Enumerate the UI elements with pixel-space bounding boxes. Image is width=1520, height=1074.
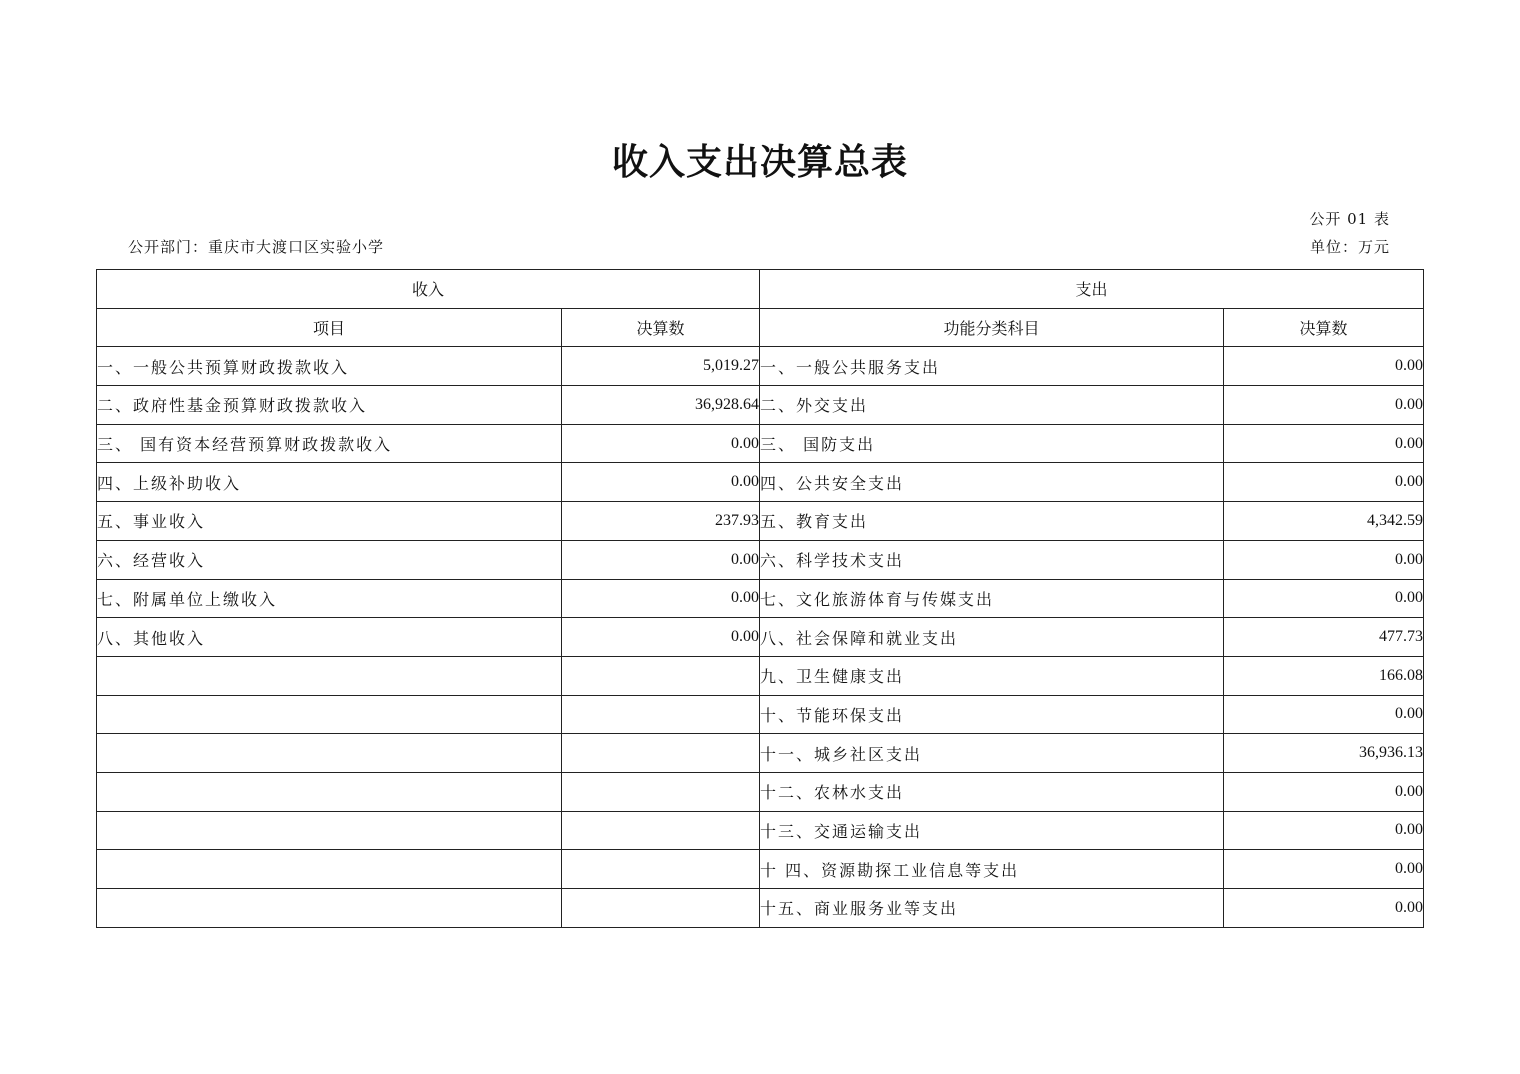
income-amount-cell xyxy=(562,889,760,928)
col-amount2-header: 决算数 xyxy=(1224,308,1424,347)
expense-item-cell: 十五、商业服务业等支出 xyxy=(760,889,1224,928)
expense-item-cell: 三、 国防支出 xyxy=(760,424,1224,463)
expense-item-cell: 十一、城乡社区支出 xyxy=(760,734,1224,773)
income-item-cell xyxy=(97,734,562,773)
income-item-cell: 五、事业收入 xyxy=(97,502,562,541)
income-item-cell: 二、政府性基金预算财政拨款收入 xyxy=(97,386,562,425)
expense-amount-cell: 4,342.59 xyxy=(1224,502,1424,541)
table-row xyxy=(97,695,1424,734)
expense-item-cell: 四、公共安全支出 xyxy=(760,463,1224,502)
expense-header: 支出 xyxy=(760,270,1424,309)
income-item-cell: 一、一般公共预算财政拨款收入 xyxy=(97,347,562,386)
income-item-cell: 四、上级补助收入 xyxy=(97,463,562,502)
expense-item-cell: 五、教育支出 xyxy=(760,502,1224,541)
expense-item-cell: 二、外交支出 xyxy=(760,386,1224,425)
income-amount-cell xyxy=(562,656,760,695)
expense-amount-cell: 0.00 xyxy=(1224,347,1424,386)
income-item-cell xyxy=(97,889,562,928)
expense-item-cell: 六、科学技术支出 xyxy=(760,540,1224,579)
expense-amount-cell: 0.00 xyxy=(1224,772,1424,811)
expense-item-cell: 七、文化旅游体育与传媒支出 xyxy=(760,579,1224,618)
table-row xyxy=(97,734,1424,773)
table-row xyxy=(97,889,1424,928)
table-body xyxy=(97,347,1424,927)
expense-amount-cell: 477.73 xyxy=(1224,618,1424,657)
expense-item-cell: 十二、农林水支出 xyxy=(760,772,1224,811)
column-header-row xyxy=(97,308,1424,347)
income-amount-cell: 0.00 xyxy=(562,579,760,618)
table-row xyxy=(97,424,1424,463)
income-amount-cell: 5,019.27 xyxy=(562,347,760,386)
income-amount-cell xyxy=(562,772,760,811)
expense-amount-cell: 0.00 xyxy=(1224,424,1424,463)
income-item-cell: 八、其他收入 xyxy=(97,618,562,657)
income-item-cell: 六、经营收入 xyxy=(97,540,562,579)
col-func-header: 功能分类科目 xyxy=(760,308,1224,347)
income-expense-table xyxy=(96,269,1424,928)
expense-item-cell: 八、社会保障和就业支出 xyxy=(760,618,1224,657)
income-amount-cell xyxy=(562,811,760,850)
income-amount-cell xyxy=(562,850,760,889)
income-amount-cell: 237.93 xyxy=(562,502,760,541)
expense-item-cell: 九、卫生健康支出 xyxy=(760,656,1224,695)
income-item-cell xyxy=(97,656,562,695)
table-row xyxy=(97,579,1424,618)
expense-amount-cell: 0.00 xyxy=(1224,889,1424,928)
section-header-row xyxy=(97,270,1424,309)
expense-amount-cell: 0.00 xyxy=(1224,386,1424,425)
expense-item-cell: 十 四、资源勘探工业信息等支出 xyxy=(760,850,1224,889)
expense-amount-cell: 36,936.13 xyxy=(1224,734,1424,773)
expense-amount-cell: 166.08 xyxy=(1224,656,1424,695)
expense-amount-cell: 0.00 xyxy=(1224,540,1424,579)
table-row xyxy=(97,386,1424,425)
expense-item-cell: 十三、交通运输支出 xyxy=(760,811,1224,850)
table-row xyxy=(97,656,1424,695)
expense-amount-cell: 0.00 xyxy=(1224,811,1424,850)
income-amount-cell xyxy=(562,695,760,734)
income-item-cell: 七、附属单位上缴收入 xyxy=(97,579,562,618)
expense-amount-cell: 0.00 xyxy=(1224,579,1424,618)
income-item-cell xyxy=(97,811,562,850)
income-amount-cell: 0.00 xyxy=(562,424,760,463)
expense-amount-cell: 0.00 xyxy=(1224,695,1424,734)
unit-label: 单位：万元 xyxy=(1309,238,1390,256)
table-row xyxy=(97,772,1424,811)
income-amount-cell: 36,928.64 xyxy=(562,386,760,425)
table-row xyxy=(97,540,1424,579)
income-amount-cell xyxy=(562,734,760,773)
form-number: 公开 01 表 xyxy=(1309,210,1390,228)
page-title: 收入支出决算总表 xyxy=(611,142,908,183)
income-item-cell xyxy=(97,850,562,889)
income-amount-cell: 0.00 xyxy=(562,618,760,657)
table-row xyxy=(97,347,1424,386)
col-item-header: 项目 xyxy=(97,308,562,347)
table-row xyxy=(97,463,1424,502)
expense-item-cell: 十、节能环保支出 xyxy=(760,695,1224,734)
expense-item-cell: 一、一般公共服务支出 xyxy=(760,347,1224,386)
table-row xyxy=(97,502,1424,541)
col-amount-header: 决算数 xyxy=(562,308,760,347)
department-label: 公开部门：重庆市大渡口区实验小学 xyxy=(128,238,385,256)
table-row xyxy=(97,811,1424,850)
income-item-cell xyxy=(97,695,562,734)
table-row xyxy=(97,850,1424,889)
expense-amount-cell: 0.00 xyxy=(1224,463,1424,502)
income-amount-cell: 0.00 xyxy=(562,540,760,579)
expense-amount-cell: 0.00 xyxy=(1224,850,1424,889)
income-item-cell xyxy=(97,772,562,811)
income-header: 收入 xyxy=(97,270,760,309)
income-amount-cell: 0.00 xyxy=(562,463,760,502)
income-item-cell: 三、 国有资本经营预算财政拨款收入 xyxy=(97,424,562,463)
table-row xyxy=(97,618,1424,657)
